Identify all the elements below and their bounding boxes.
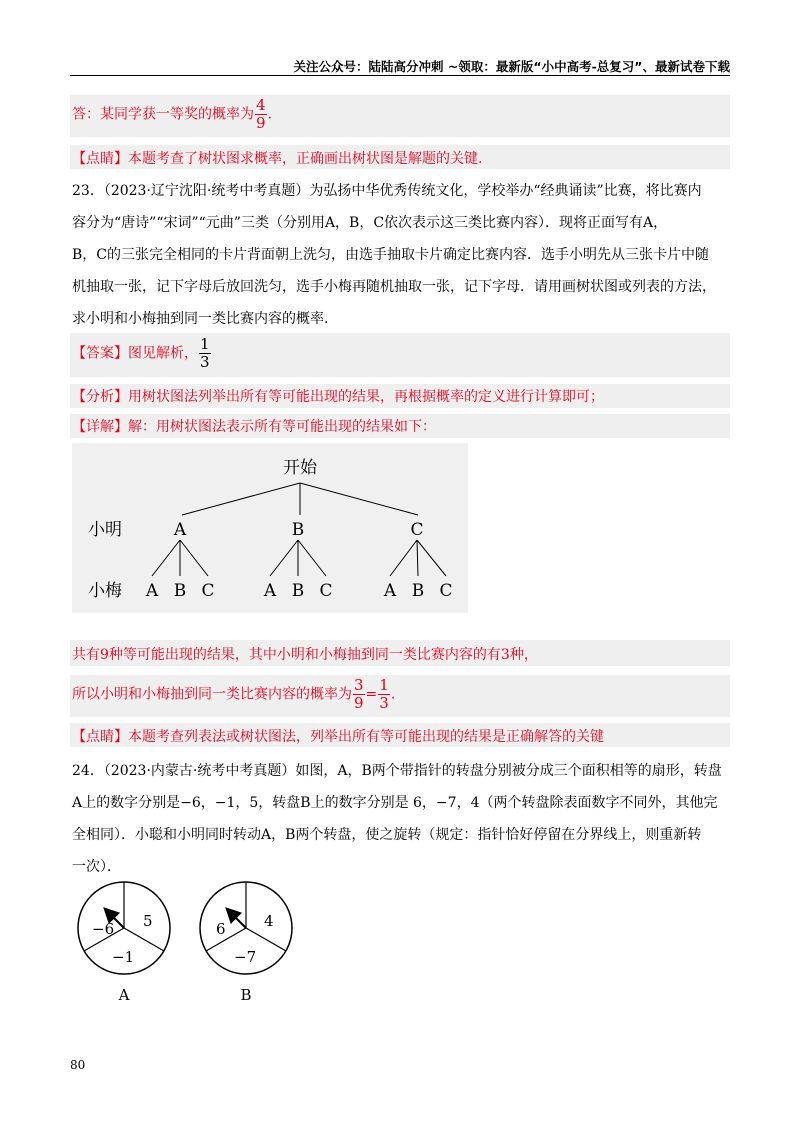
- q24-line-2: A上的数字分别是−6，−1，5，转盘B上的数字分别是 6，−7，4（两个转盘除表面数字不同外，其他完: [72, 795, 718, 811]
- tree-node-l2: A: [263, 581, 277, 601]
- q23-analysis: 【分析】用树状图法列举出所有等可能出现的结果，再根据概率的定义进行计算即可；: [72, 389, 604, 405]
- tree-node-l1: A: [173, 520, 187, 540]
- q24-line-1: 24．（2023·内蒙古·统考中考真题）如图，A，B两个带指针的转盘分别被分成三个面积相等的扇形，转盘: [72, 763, 722, 779]
- q23-line-3: B，C的三张完全相同的卡片背面朝上洗匀，由选手抽取卡片确定比赛内容．选手小明先从三张卡片中随: [72, 247, 709, 263]
- prev-comment: 【点睛】本题考查了树状图求概率，正确画出树状图是解题的关键.: [72, 151, 483, 167]
- tree-node-l1: C: [410, 520, 424, 540]
- tree-node-l1: B: [291, 520, 305, 540]
- spinner-b-num: 6: [216, 920, 226, 938]
- tree-root: 开始: [283, 458, 317, 478]
- tree-row1-label: 小明: [88, 520, 122, 540]
- spinner-b-pointer: [228, 910, 246, 928]
- spinner-a-num: 5: [143, 912, 153, 930]
- q23-answer: 【答案】图见解析， $\frac{1}{3}$: [72, 335, 210, 371]
- spinners-figure: [70, 878, 310, 1008]
- prev-answer: 答：某同学获一等奖的概率为 $\frac{4}{9}$ .: [72, 96, 272, 132]
- tree-node-l2: B: [411, 581, 425, 601]
- tree-node-l2: C: [439, 581, 453, 601]
- spinner-b-label: B: [240, 986, 252, 1004]
- q23-detail: 【详解】解：用树状图法表示所有等可能出现的结果如下：: [72, 419, 436, 435]
- spinner-a-num: −1: [112, 948, 135, 966]
- sol-fraction-2: $\frac{1}{3}$: [379, 676, 389, 712]
- tree-node-l2: B: [291, 581, 305, 601]
- q23-solution-2: 所以小明和小梅抽到同一类比赛内容的概率为 $\frac{3}{9}$ = $\frac{1}{3}$ .: [72, 676, 396, 712]
- sol-fraction-1: $\frac{3}{9}$: [354, 676, 364, 712]
- spinner-b: [200, 882, 292, 1004]
- q24-line-3: 全相同）．小聪和小明同时转动A，B两个转盘，使之旋转（规定：指针恰好停留在分界线上，则重新转: [72, 827, 702, 843]
- tree-node-l2: A: [383, 581, 397, 601]
- tree-node-l2: A: [145, 581, 159, 601]
- q23-line-2: 容分为“唐诗”“宋词”“元曲”三类（分别用A，B，C依次表示这三类比赛内容）．现将正面写有A，: [72, 215, 668, 231]
- header-rule: [70, 75, 730, 76]
- q23-solution-1: 共有9种等可能出现的结果，其中小明和小梅抽到同一类比赛内容的有3种，: [72, 647, 538, 663]
- spinner-a-label: A: [118, 986, 130, 1004]
- tree-diagram: [72, 443, 468, 613]
- tree-node-l2: C: [201, 581, 215, 601]
- spinner-a-num: −6: [92, 920, 115, 938]
- q23-line-4: 机抽取一张，记下字母后放回洗匀，选手小梅再随机抽取一张，记下字母．请用画树状图或列表的方法，: [72, 279, 716, 295]
- tree-node-l2: C: [319, 581, 333, 601]
- q23-line-1: 23．（2023·辽宁沈阳·统考中考真题）为弘扬中华优秀传统文化，学校举办“经典诵读”比赛，将比赛内: [72, 183, 702, 199]
- page-number: 80: [70, 1058, 86, 1072]
- prev-fraction: $\frac{4}{9}$: [256, 96, 266, 132]
- spinner-b-num: −7: [234, 948, 257, 966]
- spinner-a: [78, 882, 170, 1004]
- q23-comment: 【点睛】本题考查列表法或树状图法，列举出所有等可能出现的结果是正确解答的关键: [72, 729, 604, 745]
- answer-fraction: $\frac{1}{3}$: [200, 335, 210, 371]
- spinner-b-num: 4: [264, 912, 274, 930]
- page-header: 关注公众号：陆陆高分冲刺 ~领取：最新版“小中高考-总复习”、最新试卷下载: [293, 59, 730, 74]
- q23-line-5: 求小明和小梅抽到同一类比赛内容的概率．: [72, 311, 338, 327]
- tree-row2-label: 小梅: [88, 581, 122, 601]
- tree-node-l2: B: [173, 581, 187, 601]
- q24-line-4: 一次）．: [72, 859, 121, 875]
